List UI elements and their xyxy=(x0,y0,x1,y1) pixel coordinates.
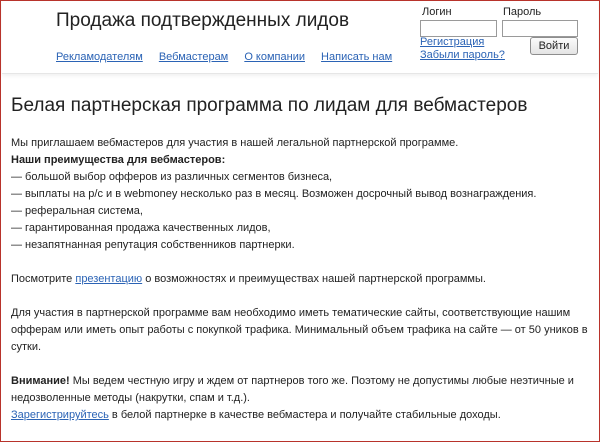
requirements-paragraph: Для участия в партнерской программе вам необходимо иметь тематические сайты, соответствующие нашим офферам или иметь опыт работы с покупкой трафика. Минимальный объем трафика на сайте — от 50 уников в сутки. xyxy=(11,307,588,353)
top-nav xyxy=(56,51,405,63)
nav-link-about[interactable]: О компании xyxy=(244,51,305,63)
site-title: Продажа подтвержденных лидов xyxy=(56,10,350,31)
advantage-item: — выплаты на р/с и в webmoney несколько раз в месяц. Возможен досрочный вывод вознаграждения. xyxy=(11,188,537,200)
login-button[interactable]: Войти xyxy=(530,37,578,55)
login-label: Логин xyxy=(422,6,452,18)
register-cta-text: в белой партнерке в качестве вебмастера и получайте стабильные доходы. xyxy=(108,409,501,421)
advantages-block xyxy=(11,152,591,254)
login-form xyxy=(420,5,590,69)
attention-label: Внимание! xyxy=(11,375,70,387)
password-input[interactable] xyxy=(502,20,578,37)
intro-text: Мы приглашаем вебмастеров для участия в нашей легальной партнерской программе. xyxy=(11,137,459,149)
login-input[interactable] xyxy=(420,20,497,37)
advantage-item: — незапятнанная репутация собственников партнерки. xyxy=(11,239,295,251)
forgot-password-link[interactable]: Забыли пароль? xyxy=(420,49,505,61)
register-cta-link[interactable]: Зарегистрируйтесь xyxy=(11,409,109,421)
advantage-item: — реферальная система, xyxy=(11,205,143,217)
attention-paragraph xyxy=(11,373,591,407)
presentation-text-after: о возможностях и преимуществах нашей партнерской программы. xyxy=(142,273,486,285)
presentation-text-before: Посмотрите xyxy=(11,273,76,285)
site-header xyxy=(2,1,598,74)
main-content xyxy=(11,95,591,424)
register-paragraph xyxy=(11,407,591,424)
page-title: Белая партнерская программа по лидам для вебмастеров xyxy=(11,95,528,116)
advantages-heading: Наши преимущества для вебмастеров: xyxy=(11,154,226,166)
password-label: Пароль xyxy=(503,6,542,18)
nav-link-webmasters[interactable]: Вебмастерам xyxy=(158,51,229,63)
attention-text: Мы ведем честную игру и ждем от партнеров того же. Поэтому не допустимы любые неэтичные и недозволенные методы (накрутки, спам и т.д.). xyxy=(11,375,574,404)
presentation-paragraph xyxy=(11,271,591,288)
presentation-link[interactable]: презентацию xyxy=(75,273,143,285)
nav-link-advertisers[interactable]: Рекламодателям xyxy=(56,51,143,63)
register-link[interactable]: Регистрация xyxy=(420,36,485,48)
advantage-item: — большой выбор офферов из различных сегментов бизнеса, xyxy=(11,171,333,183)
nav-link-contact[interactable]: Написать нам xyxy=(321,51,393,63)
advantage-item: — гарантированная продажа качественных лидов, xyxy=(11,222,271,234)
